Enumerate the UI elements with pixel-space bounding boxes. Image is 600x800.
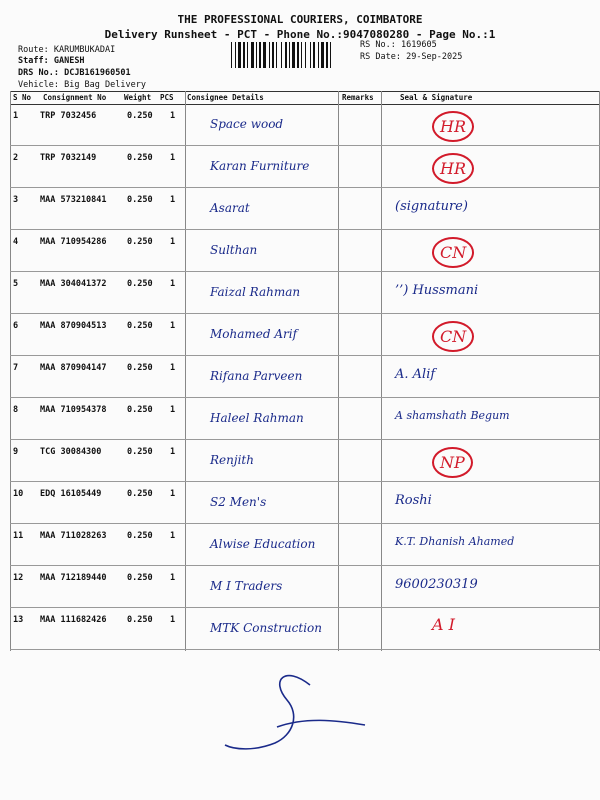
row-weight: 0.250: [127, 237, 153, 247]
rs-no-value: 1619605: [400, 40, 437, 50]
runsheet-table: [10, 91, 600, 651]
row-consignee: Sulthan: [210, 243, 258, 257]
vehicle-line: [18, 80, 146, 90]
row-signature: Roshi: [395, 493, 432, 508]
col-remarks: Remarks: [342, 93, 374, 102]
table-row: [10, 313, 600, 356]
row-signature: ’’) Hussmani: [395, 283, 479, 298]
company-title: THE PROFESSIONAL COURIERS, COIMBATORE: [177, 13, 423, 26]
barcode: [231, 42, 355, 68]
row-signature: HR: [432, 153, 474, 184]
row-weight: 0.250: [127, 363, 153, 373]
col-weight: Weight: [124, 93, 152, 102]
row-pcs: 1: [170, 153, 176, 163]
row-consignment-no: EDQ 16105449: [40, 489, 102, 499]
row-pcs: 1: [170, 489, 176, 499]
row-consignment-no: TCG 30084300: [40, 447, 102, 457]
row-pcs: 1: [170, 111, 176, 121]
row-consignee: Alwise Education: [210, 537, 316, 551]
row-sno: 11: [13, 531, 24, 541]
row-consignment-no: MAA 573210841: [40, 195, 107, 205]
col-pcs: PCS: [160, 93, 174, 102]
row-sno: 10: [13, 489, 24, 499]
row-pcs: 1: [170, 363, 176, 373]
row-consignee: Renjith: [210, 453, 254, 467]
table-row: [10, 439, 600, 482]
row-weight: 0.250: [127, 531, 153, 541]
rs-no-line: [360, 40, 437, 50]
row-weight: 0.250: [127, 489, 153, 499]
row-pcs: 1: [170, 405, 176, 415]
row-pcs: 1: [170, 573, 176, 583]
row-signature: A. Alif: [395, 367, 436, 382]
route-label: Route:: [18, 45, 49, 55]
col-consignee: Consignee Details: [187, 93, 264, 102]
row-weight: 0.250: [127, 447, 153, 457]
row-consignee: Haleel Rahman: [210, 411, 304, 425]
row-sno: 9: [13, 447, 19, 457]
row-pcs: 1: [170, 195, 176, 205]
row-weight: 0.250: [127, 153, 153, 163]
row-sno: 8: [13, 405, 19, 415]
row-consignment-no: TRP 7032456: [40, 111, 97, 121]
col-sno: S No: [13, 93, 32, 102]
row-signature: HR: [432, 111, 474, 142]
row-sno: 12: [13, 573, 24, 583]
row-consignee: M I Traders: [210, 579, 283, 593]
rs-date-line: [360, 52, 462, 62]
drs-value: DCJB161960501: [64, 68, 131, 78]
row-consignment-no: MAA 111682426: [40, 615, 107, 625]
runsheet-subtitle: Delivery Runsheet - PCT - Phone No.:9047080280 - Page No.:1: [104, 28, 496, 41]
row-signature: NP: [432, 447, 473, 478]
row-consignee: Asarat: [210, 201, 250, 215]
table-row: [10, 565, 600, 608]
row-pcs: 1: [170, 531, 176, 541]
row-consignment-no: MAA 304041372: [40, 279, 107, 289]
row-consignee: Space wood: [210, 117, 284, 131]
table-row: [10, 145, 600, 188]
table-row: [10, 271, 600, 314]
vehicle-label: Vehicle:: [18, 80, 59, 90]
row-signature: K.T. Dhanish Ahamed: [395, 535, 515, 548]
row-pcs: 1: [170, 237, 176, 247]
table-row: [10, 103, 600, 146]
row-pcs: 1: [170, 615, 176, 625]
staff-line: [18, 56, 85, 66]
row-signature: (signature): [395, 199, 468, 214]
table-row: [10, 187, 600, 230]
row-weight: 0.250: [127, 279, 153, 289]
row-signature: A I: [432, 615, 455, 634]
route-value: KARUMBUKADAI: [53, 45, 116, 55]
row-consignment-no: MAA 870904513: [40, 321, 107, 331]
rs-date-label: RS Date:: [360, 52, 401, 62]
row-signature: A shamshath Begum: [395, 409, 510, 422]
row-consignment-no: MAA 710954286: [40, 237, 107, 247]
rs-no-label: RS No.:: [360, 40, 396, 50]
row-signature: CN: [432, 321, 474, 352]
route-line: [18, 45, 115, 55]
row-consignee: MTK Construction: [210, 621, 322, 635]
table-row: [10, 523, 600, 566]
table-row: [10, 481, 600, 524]
row-consignee: Mohamed Arif: [210, 327, 298, 341]
row-pcs: 1: [170, 321, 176, 331]
row-sno: 1: [13, 111, 19, 121]
row-consignment-no: MAA 870904147: [40, 363, 107, 373]
row-sno: 4: [13, 237, 19, 247]
row-weight: 0.250: [127, 195, 153, 205]
row-consignee: Faizal Rahman: [210, 285, 301, 299]
row-sno: 5: [13, 279, 19, 289]
row-sno: 7: [13, 363, 19, 373]
table-row: [10, 607, 600, 650]
row-sno: 6: [13, 321, 19, 331]
runsheet-signature: [215, 665, 375, 760]
row-weight: 0.250: [127, 573, 153, 583]
row-pcs: 1: [170, 279, 176, 289]
row-sno: 13: [13, 615, 24, 625]
row-consignee: Rifana Parveen: [210, 369, 303, 383]
row-weight: 0.250: [127, 111, 153, 121]
rs-date-value: 29-Sep-2025: [406, 52, 463, 62]
table-row: [10, 229, 600, 272]
row-weight: 0.250: [127, 405, 153, 415]
row-signature: CN: [432, 237, 474, 268]
vehicle-value: Big Bag Delivery: [64, 80, 146, 90]
drs-label: DRS No.:: [18, 68, 59, 78]
drs-line: [18, 68, 131, 78]
staff-label: Staff:: [18, 56, 49, 66]
row-sno: 2: [13, 153, 19, 163]
row-sno: 3: [13, 195, 19, 205]
row-consignment-no: MAA 711028263: [40, 531, 107, 541]
row-signature: 9600230319: [395, 577, 478, 592]
row-weight: 0.250: [127, 615, 153, 625]
col-seal: Seal & Signature: [400, 93, 473, 102]
row-weight: 0.250: [127, 321, 153, 331]
row-consignee: S2 Men's: [210, 495, 267, 509]
table-row: [10, 355, 600, 398]
staff-value: GANESH: [53, 56, 85, 66]
row-consignment-no: TRP 7032149: [40, 153, 97, 163]
row-consignee: Karan Furniture: [210, 159, 310, 173]
row-consignment-no: MAA 710954378: [40, 405, 107, 415]
col-consignment: Consignment No: [43, 93, 107, 102]
row-pcs: 1: [170, 447, 176, 457]
table-row: [10, 397, 600, 440]
row-consignment-no: MAA 712189440: [40, 573, 107, 583]
